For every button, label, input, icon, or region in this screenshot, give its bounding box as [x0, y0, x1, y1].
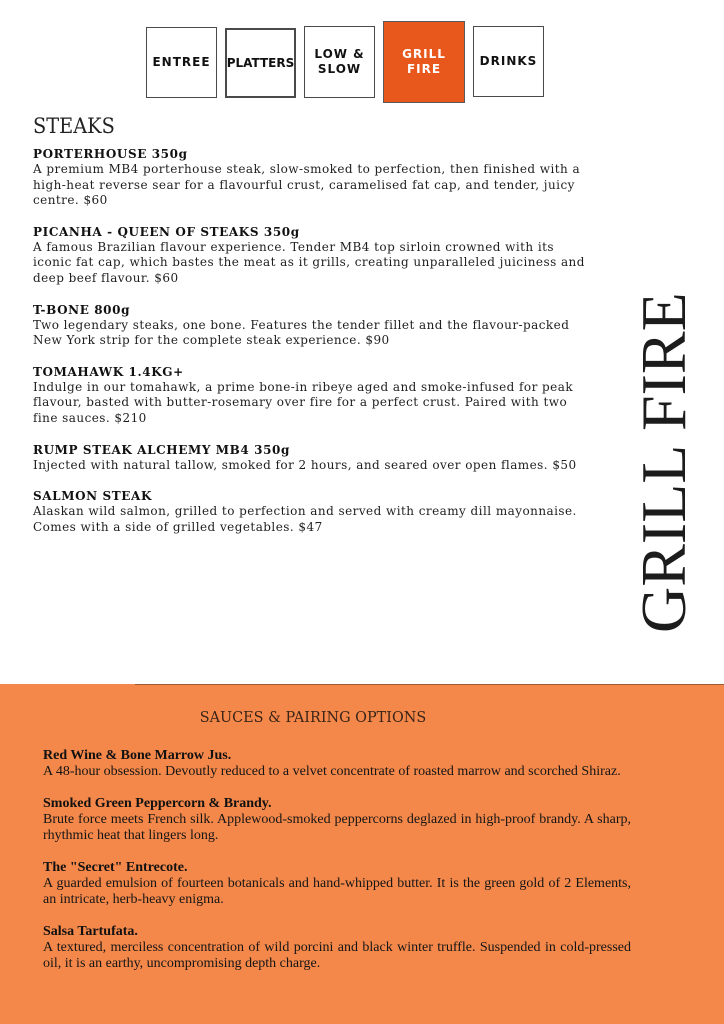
category-tabs — [0, 0, 724, 110]
divider — [135, 684, 724, 685]
tab-drinks-label: DRINKS — [479, 54, 538, 68]
sauce-name: The "Secret" Entrecote. — [43, 860, 188, 875]
sauce-list — [43, 748, 631, 988]
tab-platters[interactable] — [225, 28, 296, 98]
sauce-description: A textured, merciless concentration of wild porcini and black winter truffle. Suspended in cold-pressed oil, it is an earthy, uncompromising depth charge. — [43, 940, 631, 971]
menu-item — [33, 442, 588, 474]
tab-platters-label: PLATTERS — [226, 55, 295, 70]
tab-low-and-slow[interactable] — [304, 26, 375, 98]
menu-item-name: PORTERHOUSE 350g — [33, 147, 188, 161]
tab-drinks[interactable] — [473, 26, 544, 97]
menu-item-name: PICANHA - QUEEN OF STEAKS 350g — [33, 224, 300, 239]
tab-grill-fire[interactable] — [383, 21, 465, 103]
sauce-item — [43, 748, 631, 780]
menu-item-name: T-BONE 800g — [33, 302, 131, 317]
menu-item-description: Alaskan wild salmon, grilled to perfection and served with creamy dill mayonnaise. Comes with a side of grilled vegetables. $47 — [33, 504, 577, 534]
steak-menu-list — [33, 146, 588, 550]
menu-item — [33, 224, 588, 287]
sauce-item — [43, 860, 631, 908]
sauce-description: Brute force meets French silk. Applewood-smoked peppercorns deglazed in high-proof brandy. A sharp, rhythmic heat that lingers long. — [43, 812, 631, 843]
menu-item — [33, 488, 588, 535]
menu-item-description: A famous Brazilian flavour experience. Tender MB4 top sirloin crowned with its iconic fat cap, which bastes the meat as it grills, creating unparalleled juiciness and deep beef flavour. $60 — [33, 239, 585, 285]
menu-item-description: A premium MB4 porterhouse steak, slow-smoked to perfection, then finished with a high-heat reverse sear for a flavourful crust, caramelised fat cap, and tender, juicy centre. $60 — [33, 162, 581, 208]
sauce-description: A guarded emulsion of fourteen botanicals and hand-whipped butter. It is the green gold of 2 Elements, an intricate, herb-heavy enigma. — [43, 876, 631, 907]
menu-item-description: Injected with natural tallow, smoked for 2 hours, and seared over open flames. $50 — [33, 457, 577, 472]
sauce-name: Salsa Tartufata. — [43, 924, 138, 939]
menu-item-name: RUMP STEAK ALCHEMY MB4 350g — [33, 442, 290, 457]
sauces-panel — [0, 684, 724, 1024]
sauce-name: Smoked Green Peppercorn & Brandy. — [43, 796, 272, 811]
menu-item-name: SALMON STEAK — [33, 489, 152, 504]
vertical-page-title: GRILL FIRE — [628, 292, 699, 633]
sauces-heading: SAUCES & PAIRING OPTIONS — [199, 708, 427, 726]
tab-entree[interactable] — [146, 27, 217, 98]
tab-entree-label: ENTREE — [152, 55, 211, 69]
sauce-item — [43, 796, 631, 844]
section-title-steaks: STEAKS — [33, 114, 115, 138]
menu-item — [33, 364, 588, 427]
sauce-description: A 48-hour obsession. Devoutly reduced to a velvet concentrate of roasted marrow and scorched Shiraz. — [43, 764, 621, 779]
menu-item-name: TOMAHAWK 1.4KG+ — [33, 364, 184, 379]
menu-item-description: Two legendary steaks, one bone. Features the tender fillet and the flavour-packed New York strip for the complete steak experience. $90 — [33, 317, 570, 348]
menu-item — [33, 146, 588, 209]
sauce-name: Red Wine & Bone Marrow Jus. — [43, 748, 232, 763]
sauce-item — [43, 924, 631, 972]
tab-grill-fire-label: GRILL FIRE — [402, 47, 446, 76]
tab-low-and-slow-label: LOW & SLOW — [314, 47, 365, 76]
menu-item-description: Indulge in our tomahawk, a prime bone-in ribeye aged and smoke-infused for peak flavour, basted with butter-rosemary over fire for a perfect crust. Paired with two fine sauces. $210 — [33, 379, 574, 425]
menu-item — [33, 302, 588, 349]
